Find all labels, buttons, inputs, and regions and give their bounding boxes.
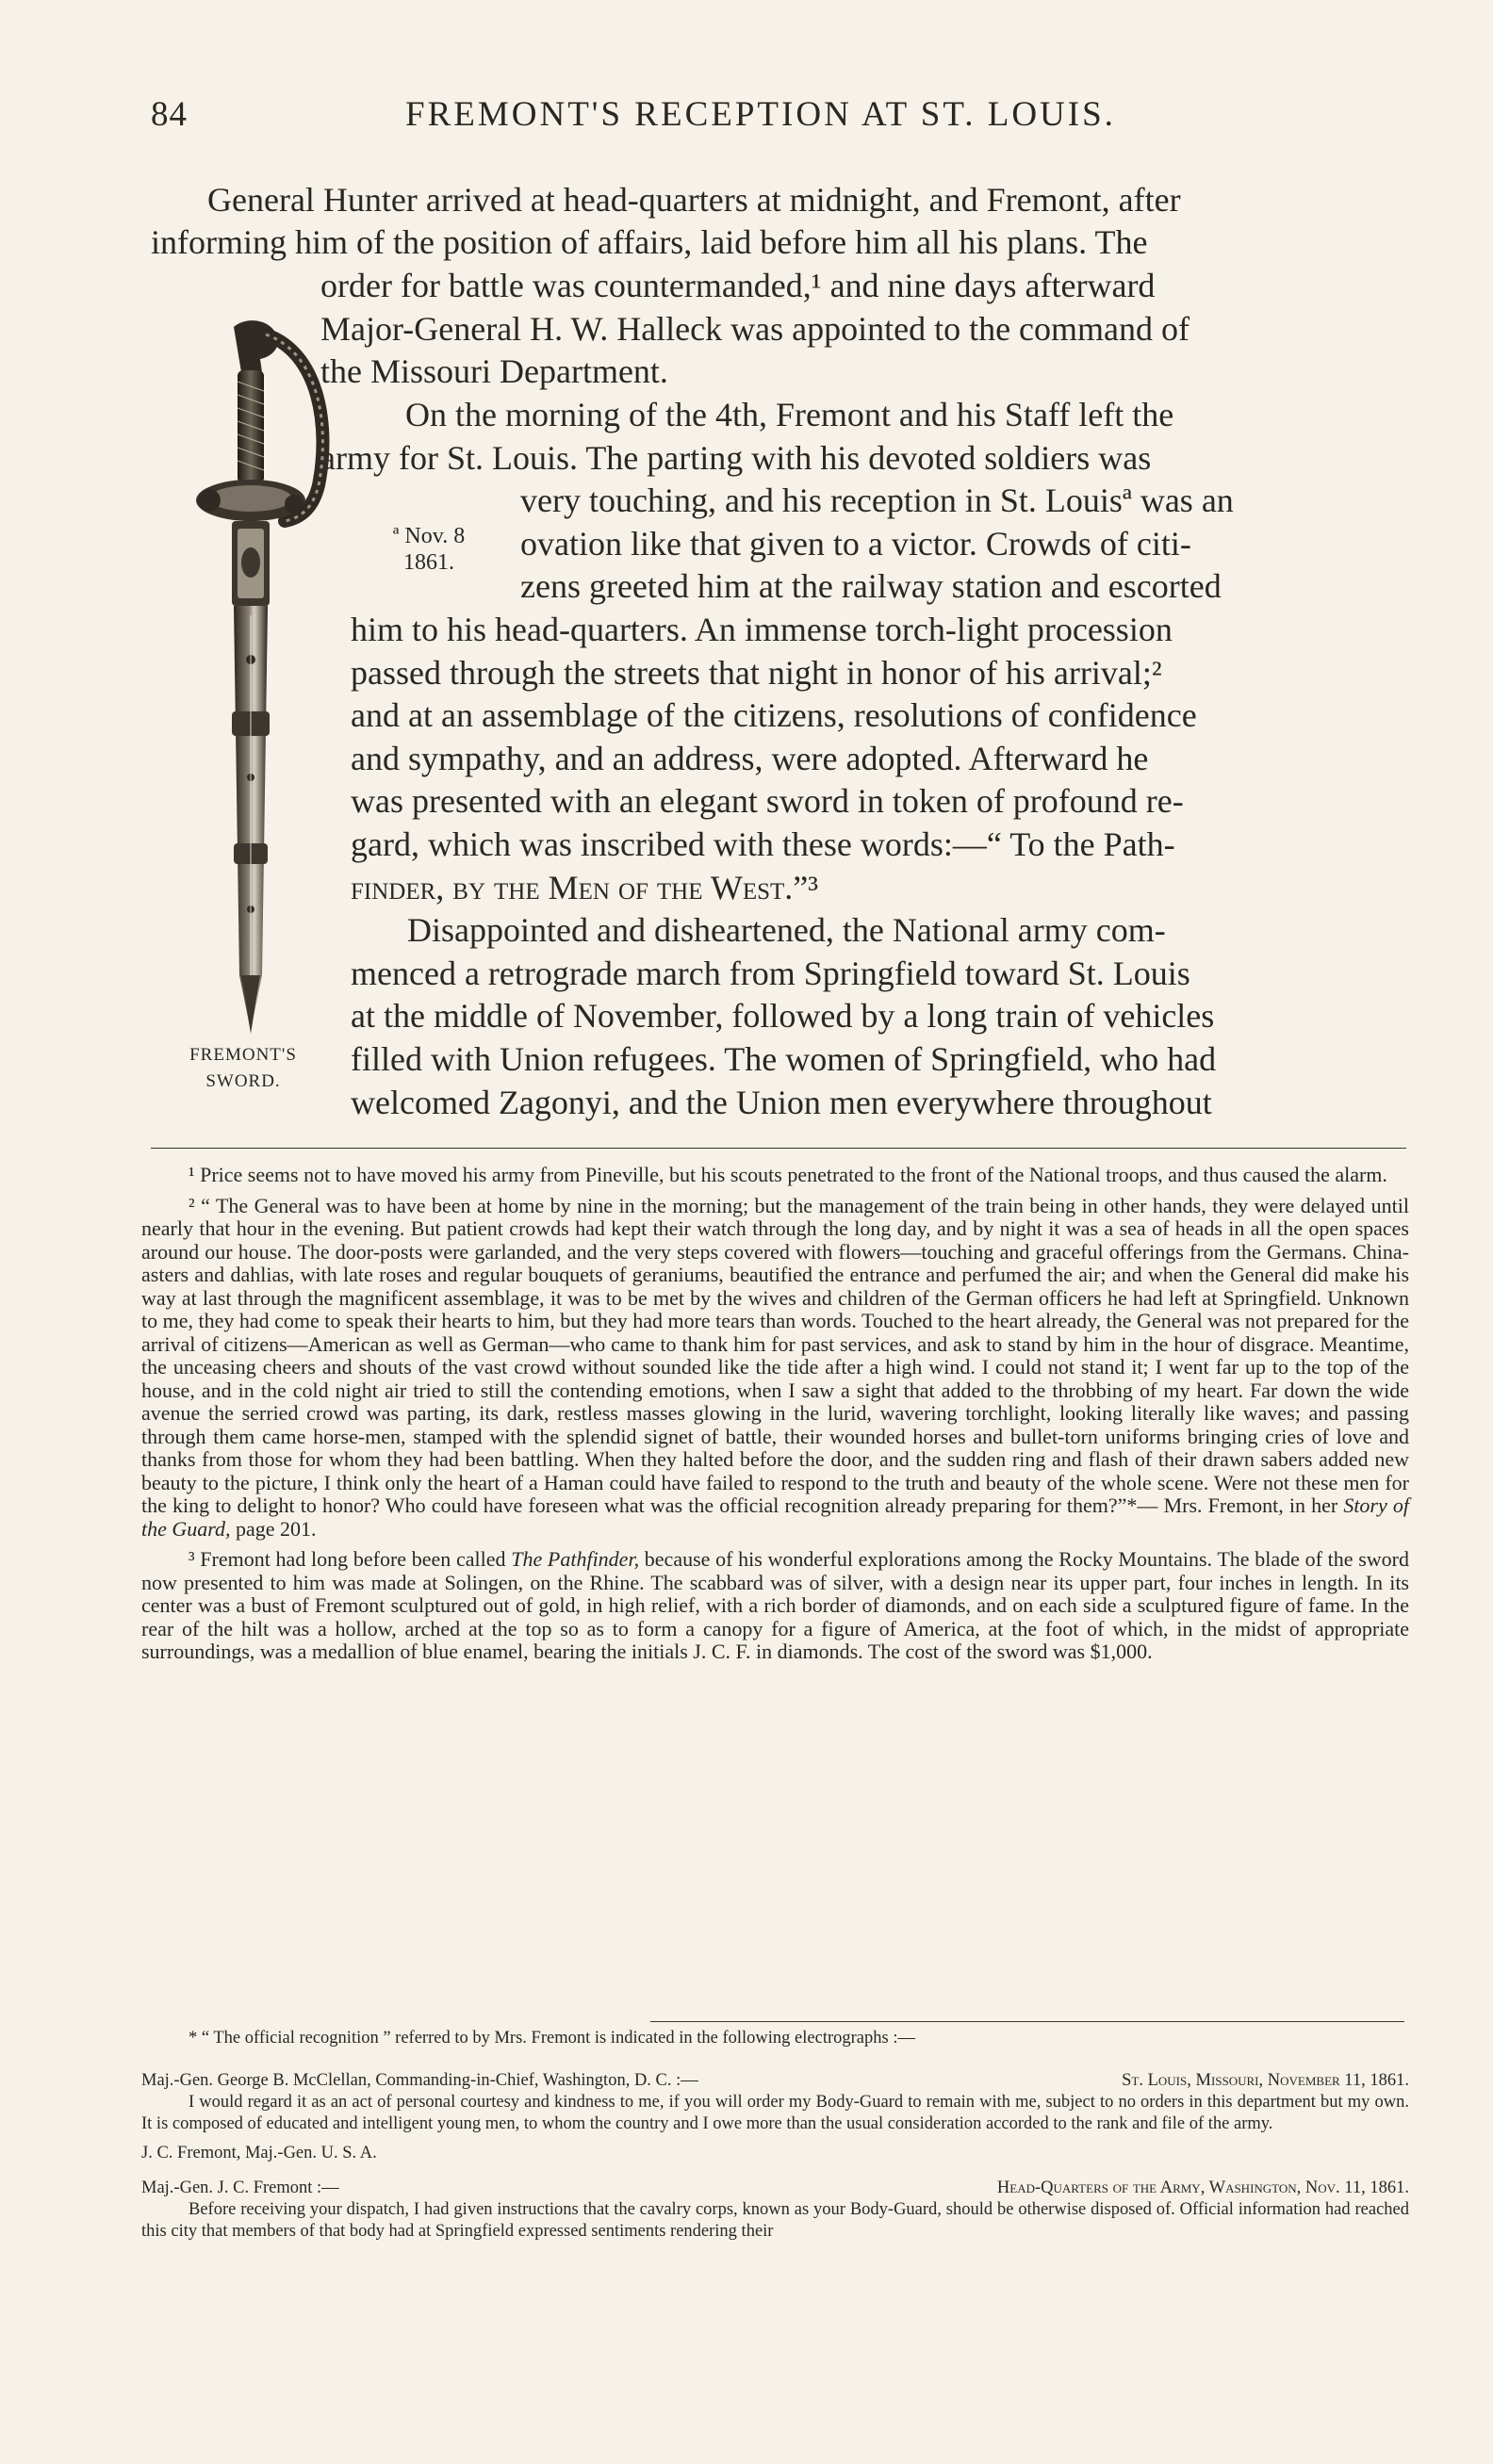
subnote-divider xyxy=(650,2021,1404,2022)
telegram-1-addressee: Maj.-Gen. George B. McClellan, Commanding-in-Chief, Washington, D. C. :— xyxy=(141,2071,698,2090)
subnote xyxy=(141,2028,1409,2243)
text-line: army for St. Louis. The parting with his devoted soldiers was xyxy=(320,439,1152,477)
page-header xyxy=(151,94,1404,141)
text-line: and sympathy, and an address, were adopted. Afterward he xyxy=(351,740,1149,777)
footnote-2-source-page: page 201. xyxy=(230,1516,317,1541)
text-line: informing him of the position of affairs, laid before him all his plans. The xyxy=(151,223,1148,261)
figure-caption xyxy=(177,1042,309,1095)
footnote-3 xyxy=(141,1548,1409,1664)
telegram-2-addressee: Maj.-Gen. J. C. Fremont :— xyxy=(141,2178,339,2197)
text-line: ovation like that given to a victor. Crowds of citi- xyxy=(520,525,1191,563)
telegram-1-place: St. Louis, Missouri, November 11, 1861. xyxy=(1122,2071,1409,2090)
page-number: 84 xyxy=(151,95,188,134)
footnote-3-text-a: ³ Fremont had long before been called xyxy=(189,1547,512,1571)
text-line: and at an assemblage of the citizens, resolutions of confidence xyxy=(351,696,1197,734)
footnote-3-text-b: because of his wonderful explorations among the Rocky Mountains. The blade of the sword now presented to him was made at Solingen, on the Rhine. The scabbard was of silver, with a design near its upper part, four inches in length. In its center was a bust of Fremont sculptured out of gold, in high relief, with a rich border of diamonds, and on each side a sculptured figure of fame. In the rear of the hilt was a hollow, arched at the top so as to form a canopy for a figure of America, at the foot of which, in the midst of appropriate surroundings, was a medallion of blue enamel, bearing the initials J. C. F. in diamonds. The cost of the sword was $1,000. xyxy=(141,1547,1409,1663)
text-line: him to his head-quarters. An immense torch-light procession xyxy=(351,611,1173,648)
text-line: gard, which was inscribed with these words:—“ To the Path- xyxy=(351,825,1175,863)
text-line: welcomed Zagonyi, and the Union men everywhere throughout xyxy=(351,1084,1212,1121)
text-line: General Hunter arrived at head-quarters at midnight, and Fremont, after xyxy=(207,181,1181,219)
margin-note-line: 1861. xyxy=(403,550,454,575)
text-line: Disappointed and disheartened, the National army com- xyxy=(407,911,1166,949)
telegram-2-body: Before receiving your dispatch, I had given instructions that the cavalry corps, known as your Body-Guard, should be otherwise disposed of. Official information had reached this city that members of that body had at Springfield expressed sentiments rendering their xyxy=(141,2200,1409,2241)
footnotes xyxy=(141,1164,1409,1664)
text-line: was presented with an elegant sword in token of profound re- xyxy=(351,782,1184,820)
footnote-divider xyxy=(151,1148,1406,1149)
margin-date-note xyxy=(372,523,485,576)
text-line: very touching, and his reception in St. Louisª was an xyxy=(520,481,1234,519)
footnote-3-title: The Pathfinder, xyxy=(511,1547,640,1571)
footnote-2-text: ² “ The General was to have been at home by nine in the morning; but the management of the train being in other hands, they were delayed until nearly that hour in the evening. But patient crowds had kept their watch through the long day, and by night it was a sea of heads in all the open spaces around our house. The door-posts were garlanded, and the very steps covered with flowers—touching and graceful offerings from the Germans. China-asters and dahlias, with late roses and regular bouquets of geraniums, beautified the entrance and perfumed the air; and when the General did make his way at last through the magnificent assemblage, it was to be met by the wives and children of the German officers he had left at Springfield. Unknown to me, they had come to speak their hearts to him, but they had more tears than words. Touched to the heart already, the General was not prepared for the arrival of citizens—American as well as German—who came to thank him for past services, and ask to stand by him in the hour of disgrace. Meantime, the unceasing cheers and shouts of the vast crowd without sounded like the tide after a high wind. I could not stand it; I went far up to the top of the house, and in the cold night air tried to still the contending emotions, when I saw a sight that added to the throbbing of my heart. Far down the wide avenue the serried crowd was parting, its dark, restless masses glowing in the lurid, wavering torchlight, looking literally like waves; and passing through them came horse-men, stamped with the splendid signet of battle, their wounded horses and bullet-torn uniforms bringing cries of love and thanks from those for whom they had been battling. When they halted before the door, and the sudden ring and flash of their drawn sabers added new beauty to the picture, I think only the heart of a Haman could have failed to respond to the truth and beauty of the whole scene. Were not these men for the king to delight to honor? Who could have foreseen what was the official recognition already preparing for them?”*— Mrs. Fremont, in her xyxy=(141,1193,1409,1517)
telegram-1-signature: J. C. Fremont, Maj.-Gen. U. S. A. xyxy=(141,2144,377,2162)
text-line: passed through the streets that night in honor of his arrival;² xyxy=(351,654,1162,692)
subnote-intro: * “ The official recognition ” referred to by Mrs. Fremont is indicated in the following electrographs :— xyxy=(189,2029,915,2048)
telegram-1-heading xyxy=(141,2070,1409,2092)
footnote-1: ¹ Price seems not to have moved his army from Pineville, but his scouts penetrated to the front of the National troops, and thus caused the alarm. xyxy=(189,1163,1387,1186)
footnote-2 xyxy=(141,1195,1409,1542)
text-line: the Missouri Department. xyxy=(320,352,668,390)
text-line: finder, by the Men of the West.”³ xyxy=(351,869,819,906)
telegram-2-place: Head-Quarters of the Army, Washington, Nov. 11, 1861. xyxy=(996,2178,1409,2197)
caption-line: FREMONT'S xyxy=(189,1045,297,1065)
text-line: at the middle of November, followed by a long train of vehicles xyxy=(351,997,1215,1035)
running-title: FREMONT'S RECEPTION AT ST. LOUIS. xyxy=(405,95,1116,134)
text-line: order for battle was countermanded,¹ and nine days afterward xyxy=(320,267,1156,304)
text-line: filled with Union refugees. The women of Springfield, who had xyxy=(351,1040,1217,1078)
telegram-2-heading xyxy=(141,2178,1409,2199)
text-line: zens greeted him at the railway station and escorted xyxy=(520,567,1222,605)
text-line: Major-General H. W. Halleck was appointed to the command of xyxy=(320,310,1190,348)
text-line: menced a retrograde march from Springfield toward St. Louis xyxy=(351,955,1190,992)
caption-line: SWORD. xyxy=(205,1071,281,1091)
telegram-1-body: I would regard it as an act of personal courtesy and kindness to me, if you will order my Body-Guard to remain with me, subject to no orders in this department but my own. It is composed of educated and intelligent young men, to whom the country and I owe more than the usual consideration accorded to the rank and file of the army. xyxy=(141,2093,1409,2133)
sword-illustration xyxy=(179,316,349,1041)
margin-note-line: ª Nov. 8 xyxy=(392,524,466,548)
footnote-2-source-title: Story of the Guard, xyxy=(141,1493,1409,1541)
text-line: On the morning of the 4th, Fremont and his Staff left the xyxy=(405,396,1174,433)
